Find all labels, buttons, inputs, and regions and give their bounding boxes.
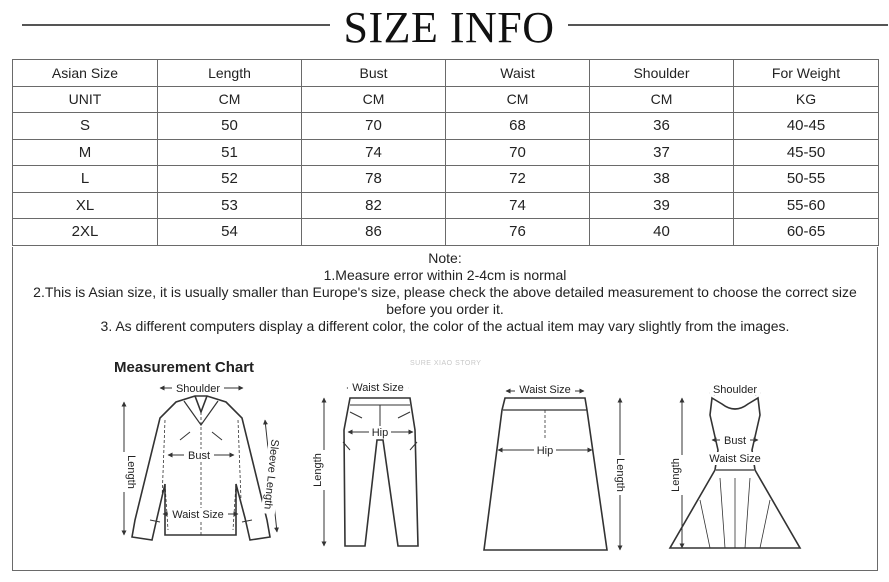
waist-cell: 76 bbox=[446, 219, 590, 246]
size-cell: XL bbox=[13, 192, 158, 219]
skirt-outline-icon bbox=[484, 398, 607, 550]
length-cell: 52 bbox=[158, 166, 302, 193]
pants-length-label: Length bbox=[312, 453, 324, 487]
dress-length-label: Length bbox=[670, 458, 682, 492]
page-title: SIZE INFO bbox=[343, 3, 555, 52]
shirt-waist-label: Waist Size bbox=[172, 509, 224, 521]
skirt-length-label: Length bbox=[614, 458, 626, 492]
skirt-hip-label: Hip bbox=[536, 445, 554, 457]
size-cell: M bbox=[13, 139, 158, 166]
dress-shoulder-label: Shoulder bbox=[712, 384, 758, 396]
weight-cell: 50-55 bbox=[734, 166, 879, 193]
skirt-diagram bbox=[484, 391, 620, 550]
size-cell: L bbox=[13, 166, 158, 193]
header-cell: Waist bbox=[446, 60, 590, 87]
skirt-waist-label: Waist Size bbox=[519, 384, 571, 396]
bust-cell: 86 bbox=[302, 219, 446, 246]
shirt-sleeve-label: Sleeve Length bbox=[261, 438, 281, 510]
unit-cell: CM bbox=[302, 86, 446, 113]
weight-cell: 40-45 bbox=[734, 113, 879, 140]
header-cell: Shoulder bbox=[590, 60, 734, 87]
shirt-shoulder-label: Shoulder bbox=[175, 383, 221, 395]
shirt-bust-label: Bust bbox=[187, 450, 211, 462]
weight-cell: 55-60 bbox=[734, 192, 879, 219]
note-line-2: 2.This is Asian size, it is usually smaller than Europe's size, please check the above detailed measurement to choose the correct size before you order it. bbox=[33, 284, 857, 317]
note-line-3: 3. As different computers display a different color, the color of the actual item may vary slightly from the images. bbox=[100, 318, 790, 334]
shoulder-cell: 37 bbox=[590, 139, 734, 166]
unit-cell: KG bbox=[734, 86, 879, 113]
waist-cell: 74 bbox=[446, 192, 590, 219]
shirt-length-label: Length bbox=[125, 455, 137, 489]
header-cell: Length bbox=[158, 60, 302, 87]
size-cell: S bbox=[13, 113, 158, 140]
pants-diagram bbox=[324, 388, 418, 546]
header-cell: Asian Size bbox=[13, 60, 158, 87]
unit-cell: CM bbox=[446, 86, 590, 113]
bust-cell: 82 bbox=[302, 192, 446, 219]
watermark: SURE XIAO STORY bbox=[410, 360, 482, 367]
shoulder-cell: 38 bbox=[590, 166, 734, 193]
waist-cell: 70 bbox=[446, 139, 590, 166]
unit-cell: UNIT bbox=[13, 86, 158, 113]
size-cell: 2XL bbox=[13, 219, 158, 246]
pants-hip-label: Hip bbox=[371, 427, 389, 439]
bust-cell: 78 bbox=[302, 166, 446, 193]
header-cell: For Weight bbox=[734, 60, 879, 87]
bust-cell: 70 bbox=[302, 113, 446, 140]
measurement-chart-title: Measurement Chart bbox=[114, 359, 255, 376]
weight-cell: 60-65 bbox=[734, 219, 879, 246]
shoulder-cell: 36 bbox=[590, 113, 734, 140]
note-heading: Note: bbox=[428, 250, 462, 266]
dress-diagram bbox=[670, 393, 800, 548]
dress-bust-label: Bust bbox=[723, 435, 747, 447]
length-cell: 50 bbox=[158, 113, 302, 140]
note-line-1: 1.Measure error within 2-4cm is normal bbox=[323, 267, 567, 283]
unit-cell: CM bbox=[158, 86, 302, 113]
pants-waist-label: Waist Size bbox=[352, 382, 404, 394]
pants-outline-icon bbox=[344, 398, 418, 546]
weight-cell: 45-50 bbox=[734, 139, 879, 166]
waist-cell: 72 bbox=[446, 166, 590, 193]
length-cell: 54 bbox=[158, 219, 302, 246]
length-cell: 51 bbox=[158, 139, 302, 166]
length-cell: 53 bbox=[158, 192, 302, 219]
dress-waist-label: Waist Size bbox=[709, 453, 761, 465]
shoulder-cell: 40 bbox=[590, 219, 734, 246]
unit-cell: CM bbox=[590, 86, 734, 113]
waist-cell: 68 bbox=[446, 113, 590, 140]
header-cell: Bust bbox=[302, 60, 446, 87]
bust-cell: 74 bbox=[302, 139, 446, 166]
shoulder-cell: 39 bbox=[590, 192, 734, 219]
